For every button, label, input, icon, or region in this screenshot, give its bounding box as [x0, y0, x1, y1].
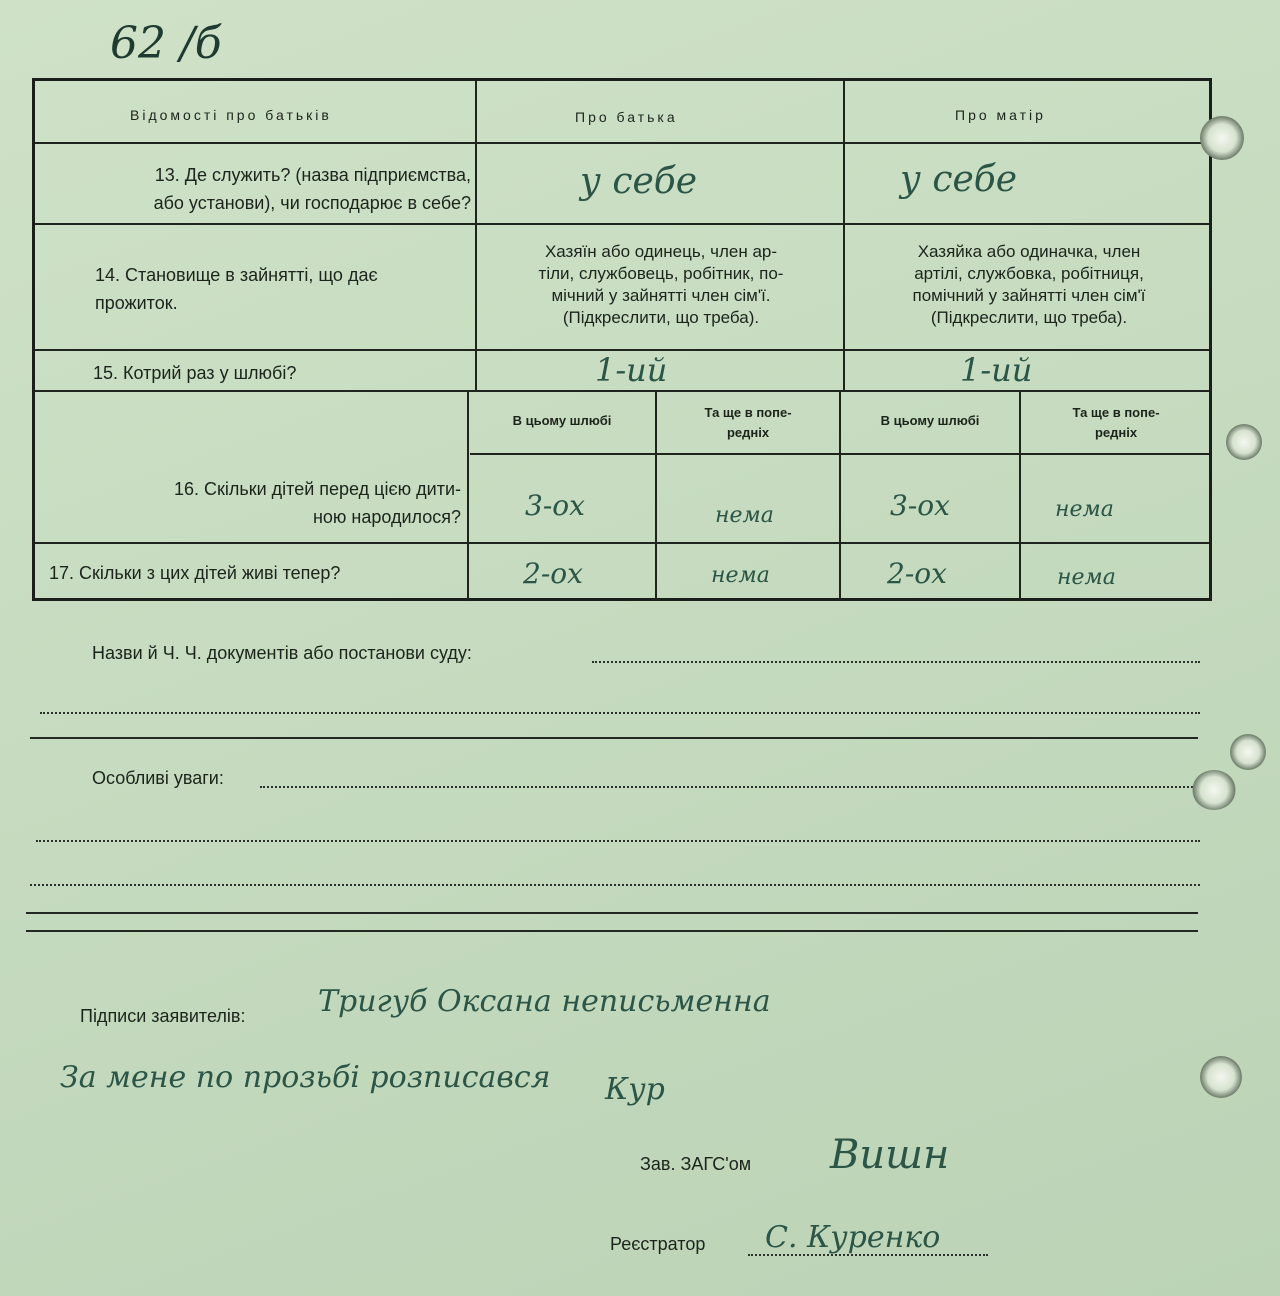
header-info: Відомості про батьків [130, 107, 332, 123]
father-occupation-options: Хазяїн або одинець, член ар- тіли, службовець, робітник, по- мічний у зайнятті член сім'ї. (Підкреслити, що треба). [538, 242, 784, 327]
mother-children-born-current: 3-ох [890, 489, 950, 522]
father-sub-previous: Та ще в попе- редніх [704, 405, 792, 440]
father-children-born-previous: нема [715, 503, 774, 528]
father-children-born-current: 3-ох [525, 489, 585, 522]
applicants-signature: Тригуб Оксана неписьменна [318, 984, 771, 1019]
head-of-registry-label: Зав. ЗАГС'ом [640, 1154, 752, 1174]
remarks-dotted-line [260, 786, 1200, 788]
archive-number: 62 /б [110, 18, 222, 69]
remarks-separator-2 [26, 930, 1198, 932]
question-13: 13. Де служить? (назва підприємства, або установи), чи господарює в себе? [153, 165, 471, 213]
header-father: Про батька [575, 109, 678, 125]
question-16: 16. Скільки дітей перед цією дити- ною народилося? [173, 479, 461, 527]
father-children-alive-current: 2-ох [523, 557, 583, 590]
mother-children-born-previous: нема [1055, 497, 1114, 522]
binding-hole [1192, 770, 1236, 810]
documents-label: Назви й Ч. Ч. документів або постанови суду: [92, 643, 472, 663]
mother-children-alive-previous: нема [1057, 565, 1116, 590]
mother-occupation-options: Хазяйка або одиначка, член артілі, службовка, робітниця, помічний у зайнятті член сім'ї (Підкреслити, що треба). [912, 242, 1146, 327]
mother-marriage-count: 1-ий [960, 351, 1033, 389]
father-workplace: у себе [580, 161, 698, 202]
registrar-signature: С. Куренко [765, 1220, 941, 1255]
head-of-registry-signature: Вишн [830, 1132, 950, 1178]
documents-dotted-line-2 [40, 712, 1200, 714]
documents-separator [30, 737, 1198, 739]
binding-hole [1226, 424, 1262, 460]
documents-dotted-line [592, 661, 1200, 663]
question-15: 15. Котрий раз у шлюбі? [93, 363, 297, 383]
mother-workplace: у себе [900, 159, 1018, 200]
proxy-signature-text: За мене по прозьбі розписався [60, 1060, 551, 1095]
question-17: 17. Скільки з цих дітей живі тепер? [49, 563, 341, 583]
binding-hole [1230, 734, 1266, 770]
header-mother: Про матір [955, 107, 1046, 123]
remarks-dotted-line-2 [36, 840, 1200, 842]
remarks-dotted-line-3 [30, 884, 1200, 886]
father-sub-current: В цьому шлюбі [512, 413, 612, 428]
mother-children-alive-current: 2-ох [887, 557, 947, 590]
mother-sub-current: В цьому шлюбі [880, 413, 980, 428]
father-children-alive-previous: нема [711, 563, 770, 588]
binding-hole [1200, 116, 1244, 160]
mother-sub-previous: Та ще в попе- редніх [1072, 405, 1160, 440]
applicants-signature-label: Підписи заявителів: [80, 1006, 246, 1026]
parents-info-table [32, 78, 1212, 601]
remarks-label: Особливі уваги: [92, 768, 224, 788]
question-14: 14. Становище в зайнятті, що дає прожиток. [95, 265, 378, 313]
registrar-label: Реєстратор [610, 1234, 706, 1254]
binding-hole [1200, 1056, 1242, 1098]
proxy-signature: Кур [605, 1072, 665, 1107]
remarks-separator [26, 912, 1198, 914]
father-marriage-count: 1-ий [595, 351, 668, 389]
